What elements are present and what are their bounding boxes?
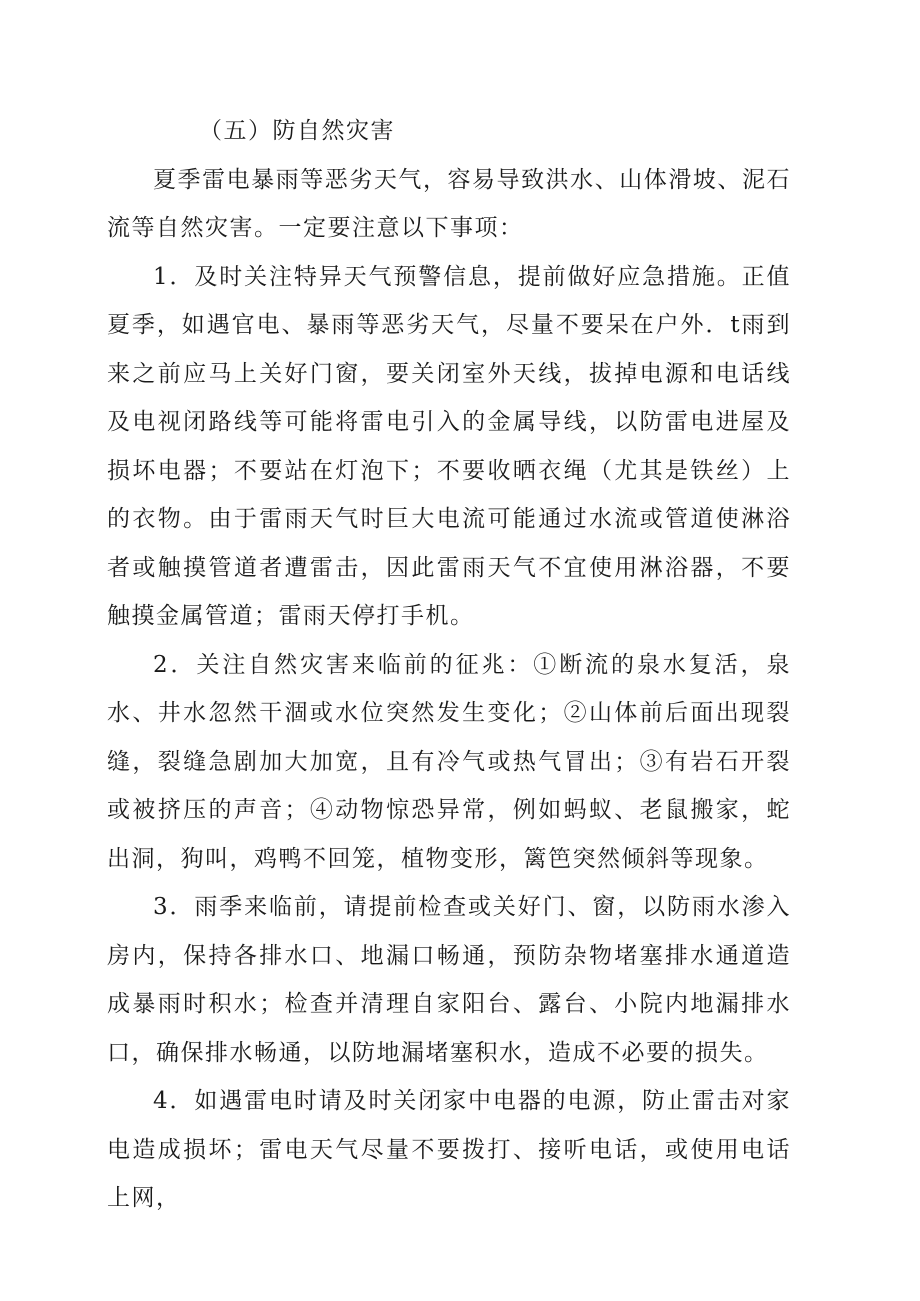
item-3-paragraph: 3．雨季来临前，请提前检查或关好门、窗，以防雨水渗入房内，保持各排水口、地漏口畅通，预防杂物堵塞排水通道造成暴雨时积水；检查并清理自家阳台、露台、小院内地漏排水口，确保排水畅通，以防地漏堵塞积水，造成不必要的损失。 xyxy=(107,894,791,1066)
intro-paragraph: 夏季雷电暴雨等恶劣天气，容易导致洪水、山体滑坡、泥石流等自然灾害。一定要注意以下事项： xyxy=(107,166,791,241)
document-body xyxy=(107,107,791,1223)
item-2-paragraph: 2．关注自然灾害来临前的征兆：①断流的泉水复活，泉水、井水忽然干涸或水位突然发生变化；②山体前后面出现裂缝，裂缝急剧加大加宽，且有冷气或热气冒出；③有岩石开裂或被挤压的声音；④动物惊恐异常，例如蚂蚁、老鼠搬家，蛇出洞，狗叫，鸡鸭不回笼，植物变形，篱笆突然倾斜等现象。 xyxy=(107,651,791,872)
item-1-paragraph: 1．及时关注特异天气预警信息，提前做好应急措施。正值夏季，如遇官电、暴雨等恶劣天气，尽量不要呆在户外．t雨到来之前应马上关好门窗，要关闭室外天线，拔掉电源和电话线及电视闭路线等可能将雷电引入的金属导线，以防雷电进屋及损坏电器；不要站在灯泡下；不要收晒衣绳（尤其是铁丝）上的衣物。由于雷雨天气时巨大电流可能通过水流或管道使淋浴者或触摸管道者遭雷击，因此雷雨天气不宜使用淋浴器，不要触摸金属管道；雷雨天停打手机。 xyxy=(107,263,791,629)
section-heading: （五）防自然灾害 xyxy=(199,118,395,144)
item-4-paragraph: 4．如遇雷电时请及时关闭家中电器的电源，防止雷击对家电造成损坏；雷电天气尽量不要拨打、接听电话，或使用电话上网， xyxy=(107,1088,791,1211)
